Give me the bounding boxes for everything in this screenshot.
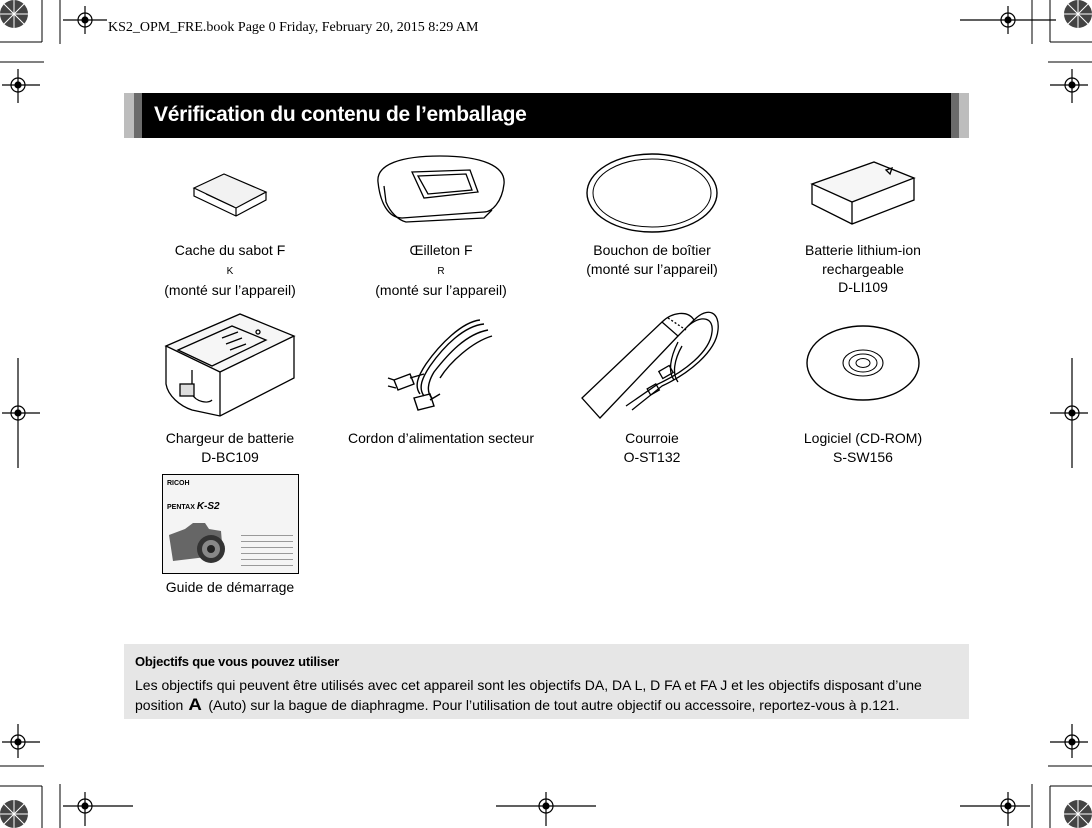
aperture-auto-glyph: A <box>188 695 203 714</box>
caption-eyecup: Œilleton F R (monté sur l’appareil) <box>375 242 507 298</box>
slug-line: KS2_OPM_FRE.book Page 0 Friday, February 20, 2015 8:29 AM <box>108 20 479 35</box>
battery-icon <box>806 158 920 230</box>
quick-guide-icon <box>162 474 299 574</box>
guide-brand: RICOH <box>167 480 190 487</box>
caption-body-cap: Bouchon de boîtier (monté sur l’appareil) <box>586 242 718 277</box>
caption-battery: Batterie lithium-ion rechargeable D-LI109 <box>805 242 921 295</box>
guide-model: PENTAX K-S2 <box>167 501 220 512</box>
strap-icon <box>578 302 724 424</box>
caption-power-cord: Cordon d’alimentation secteur <box>348 430 534 446</box>
power-cord-icon <box>384 316 496 412</box>
eyecup-icon <box>372 152 508 224</box>
lens-compatibility-note <box>124 644 969 719</box>
caption-charger: Chargeur de batterie D-BC109 <box>165 430 295 465</box>
caption-strap: Courroie O-ST132 <box>623 430 681 465</box>
charger-icon <box>162 310 298 420</box>
caption-cd-rom: Logiciel (CD-ROM) S-SW156 <box>803 430 923 465</box>
note-body: Les objectifs qui peuvent être utilisés avec cet appareil sont les objectifs DA, DA L, D FA et FA J et les objectifs disposant d’une position A (Auto) sur la bague de diaphragme. Pour l’utilisation de tout autre objectif ou accessoire, reportez-vous à p.121. <box>135 677 922 714</box>
body-cap-icon <box>585 152 719 234</box>
section-title: Vérification du contenu de l’emballage <box>154 103 527 126</box>
caption-quick-guide: Guide de démarrage <box>165 579 295 595</box>
guide-camera-icon <box>165 519 233 567</box>
caption-hot-shoe-cover: Cache du sabot F K (monté sur l’appareil) <box>164 242 296 298</box>
section-title-bar <box>124 93 969 138</box>
note-title: Objectifs que vous pouvez utiliser <box>135 654 340 669</box>
cd-rom-icon <box>805 324 921 402</box>
hot-shoe-cover-icon <box>186 170 274 220</box>
